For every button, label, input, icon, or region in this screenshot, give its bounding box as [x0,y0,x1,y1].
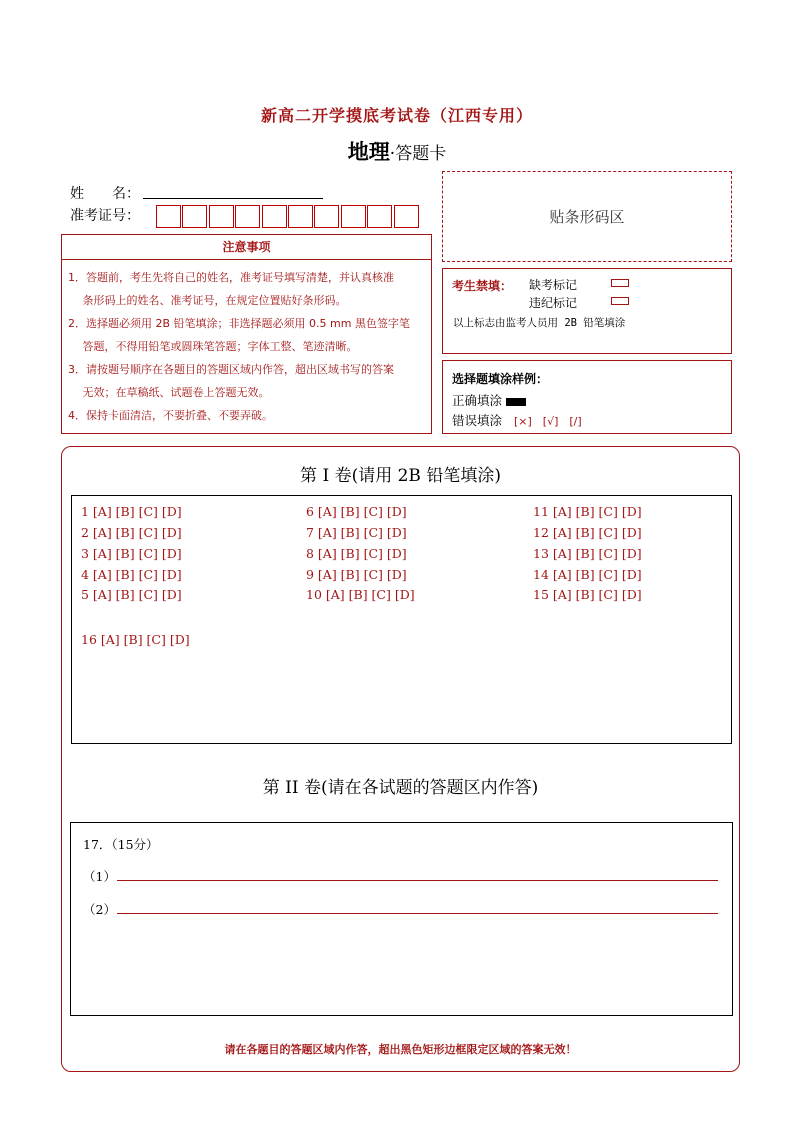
exam-number-cell[interactable] [394,205,419,228]
mcq-question[interactable]: 7 [A] [B] [C] [D] [306,525,407,540]
wrong-fill-row [452,411,582,429]
exam-number-boxes[interactable] [156,205,420,228]
notice-item: 1．答题前，考生先将自己的姓名，准考证号填写清楚，并认真核准 [68,271,394,284]
absent-mark-label: 缺考标记 [529,278,578,292]
mcq-question[interactable]: 16 [A] [B] [C] [D] [81,632,190,647]
exam-number-cell[interactable] [341,205,366,228]
violation-mark-box[interactable] [611,297,629,305]
fill-sample-box [442,360,732,434]
notice-item: 无效；在草稿纸、试题卷上答题无效。 [68,386,270,399]
card-type: ·答题卡 [389,144,447,164]
barcode-label: 贴条形码区 [549,208,625,226]
mcq-question[interactable]: 8 [A] [B] [C] [D] [306,546,407,561]
mcq-question[interactable]: 11 [A] [B] [C] [D] [533,504,642,519]
footer-warning: 请在各题目的答题区域内作答，超出黑色矩形边框限定区域的答案无效！ [224,1043,577,1056]
filled-block-icon [506,398,526,406]
mcq-question[interactable]: 9 [A] [B] [C] [D] [306,567,407,582]
absent-mark-box[interactable] [611,279,629,287]
multiple-choice-box [71,495,732,744]
question-17-label: 17．（15分） [83,837,159,852]
fill-sample-title: 选择题填涂样例： [452,372,549,386]
answer-area [61,446,740,1072]
part1-title: 第 I 卷(请用 2B 铅笔填涂) [300,466,501,486]
mcq-question[interactable]: 14 [A] [B] [C] [D] [533,567,642,582]
barcode-area [442,171,732,262]
exam-number-label: 准考证号： [70,208,140,224]
exam-number-cell[interactable] [367,205,392,228]
mcq-question[interactable]: 15 [A] [B] [C] [D] [533,587,642,602]
mcq-question[interactable]: 2 [A] [B] [C] [D] [81,525,182,540]
mcq-question[interactable]: 6 [A] [B] [C] [D] [306,504,407,519]
notice-box [61,234,432,434]
name-field[interactable] [143,198,323,199]
notice-item: 条形码上的姓名、准考证号，在规定位置贴好条形码。 [68,294,347,307]
card-subtitle [0,136,794,166]
examinee-prohibited-box [442,268,732,354]
sub-question-2-label: （2） [83,902,116,917]
exam-number-cell[interactable] [182,205,207,228]
notice-item: 4．保持卡面清洁，不要折叠、不要弄破。 [68,409,273,422]
mcq-question[interactable]: 13 [A] [B] [C] [D] [533,546,642,561]
prohibited-note: 以上标志由监考人员用 2B 铅笔填涂 [453,317,626,329]
sub-question-1-label: （1） [83,869,116,884]
name-label: 姓 名： [70,186,140,202]
part2-title: 第 II 卷(请在各试题的答题区内作答) [262,778,539,798]
notice-item: 答题，不得用铅笔或圆珠笔答题；字体工整、笔迹清晰。 [68,340,358,353]
exam-number-cell[interactable] [235,205,260,228]
wrong-fill-label: 错误填涂 [452,413,503,428]
exam-number-cell[interactable] [288,205,313,228]
exam-title: 新高二开学摸底考试卷（江西专用） [260,106,533,125]
subject-name: 地理 [347,139,390,164]
mcq-question[interactable]: 3 [A] [B] [C] [D] [81,546,182,561]
wrong-fill-marks: [×] [√] [/] [514,415,582,428]
violation-mark-label: 违纪标记 [529,296,578,310]
correct-fill-row [452,391,526,409]
notice-item: 3．请按题号顺序在各题目的答题区域内作答，超出区域书写的答案 [68,363,394,376]
exam-number-cell[interactable] [262,205,287,228]
answer-line-1[interactable] [117,880,718,881]
exam-number-cell[interactable] [156,205,181,228]
exam-number-cell[interactable] [209,205,234,228]
mcq-question[interactable]: 5 [A] [B] [C] [D] [81,587,182,602]
mcq-question[interactable]: 10 [A] [B] [C] [D] [306,587,415,602]
exam-number-cell[interactable] [314,205,339,228]
mcq-question[interactable]: 12 [A] [B] [C] [D] [533,525,642,540]
correct-fill-label: 正确填涂 [452,393,503,408]
mcq-question[interactable]: 1 [A] [B] [C] [D] [81,504,182,519]
notice-item: 2．选择题必须用 2B 铅笔填涂；非选择题必须用 0.5 mm 黑色签字笔 [68,317,410,330]
notice-list [62,260,431,427]
question-17-box [70,822,733,1016]
answer-line-2[interactable] [117,913,718,914]
mcq-question[interactable]: 4 [A] [B] [C] [D] [81,567,182,582]
prohibited-title: 考生禁填： [452,279,513,293]
notice-title: 注意事项 [62,235,431,260]
